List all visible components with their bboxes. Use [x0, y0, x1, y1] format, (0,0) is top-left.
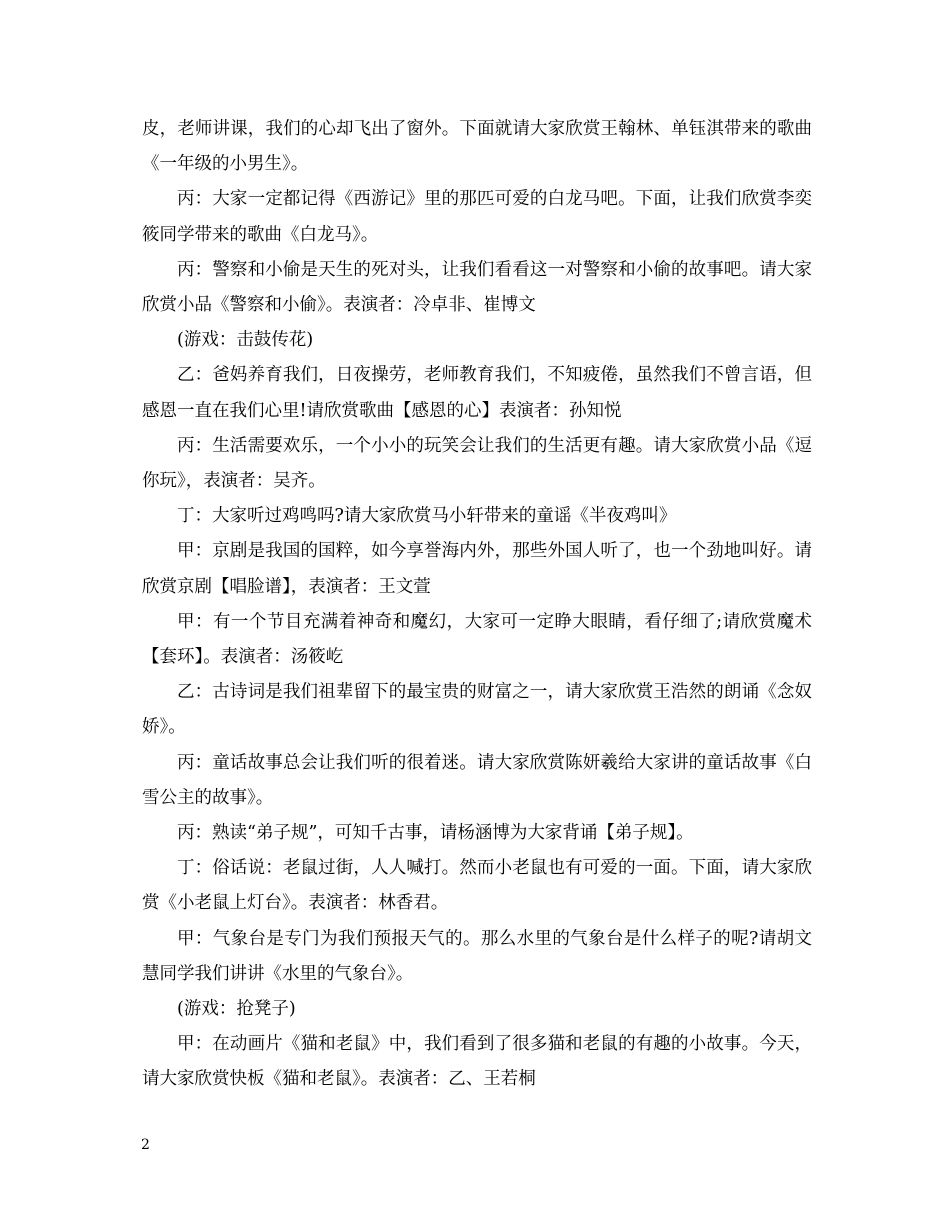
paragraph: 乙：爸妈养育我们，日夜操劳，老师教育我们，不知疲倦，虽然我们不曾言语，但感恩一直在我们心里!请欣赏歌曲【感恩的心】表演者：孙知悦 — [142, 365, 812, 421]
paragraph: 丙：童话故事总会让我们听的很着迷。请大家欣赏陈妍羲给大家讲的童话故事《白雪公主的故事》。 — [142, 752, 812, 808]
paragraph-continuation: 皮，老师讲课，我们的心却飞出了窗外。下面就请大家欣赏王翰林、单钰淇带来的歌曲《一年级的小男生》。 — [142, 119, 812, 175]
paragraph: 丙：警察和小偷是天生的死对头，让我们看看这一对警察和小偷的故事吧。请大家欣赏小品《警察和小偷》。表演者：冷卓非、崔博文 — [142, 259, 812, 316]
page-number: 2 — [141, 1137, 150, 1153]
paragraph: 甲：在动画片《猫和老鼠》中，我们看到了很多猫和老鼠的有趣的小故事。今天，请大家欣赏快板《猫和老鼠》。表演者：乙、王若桐 — [142, 1034, 812, 1090]
paragraph: 乙：古诗词是我们祖辈留下的最宝贵的财富之一，请大家欣赏王浩然的朗诵《念奴娇》。 — [142, 682, 812, 738]
paragraph-game-note: (游戏：抢凳子) — [177, 999, 296, 1020]
paragraph: 丙：熟读“弟子规”，可知千古事，请杨涵博为大家背诵【弟子规】。 — [177, 823, 694, 844]
paragraph: 甲：有一个节目充满着神奇和魔幻，大家可一定睁大眼睛，看仔细了;请欣赏魔术【套环】。表演者：汤筱屹 — [142, 611, 812, 668]
body-text — [142, 112, 812, 1098]
paragraph: 甲：京剧是我国的国粹，如今享誉海内外，那些外国人听了，也一个劲地叫好。请欣赏京剧【唱脸谱】，表演者：王文萱 — [142, 541, 812, 597]
paragraph: 甲：气象台是专门为我们预报天气的。那么水里的气象台是什么样子的呢?请胡文慧同学我们讲讲《水里的气象台》。 — [142, 928, 812, 984]
paragraph: 丙：生活需要欢乐，一个小小的玩笑会让我们的生活更有趣。请大家欣赏小品《逗你玩》，表演者：吴齐。 — [142, 435, 812, 492]
paragraph-game-note: (游戏：击鼓传花) — [177, 330, 314, 351]
paragraph: 丁：大家听过鸡鸣吗?请大家欣赏马小轩带来的童谣《半夜鸡叫》 — [177, 506, 677, 527]
paragraph: 丙：大家一定都记得《西游记》里的那匹可爱的白龙马吧。下面，让我们欣赏李奕筱同学带来的歌曲《白龙马》。 — [142, 189, 812, 245]
paragraph: 丁：俗话说：老鼠过街，人人喊打。然而小老鼠也有可爱的一面。下面，请大家欣赏《小老鼠上灯台》。表演者：林香君。 — [142, 858, 812, 914]
